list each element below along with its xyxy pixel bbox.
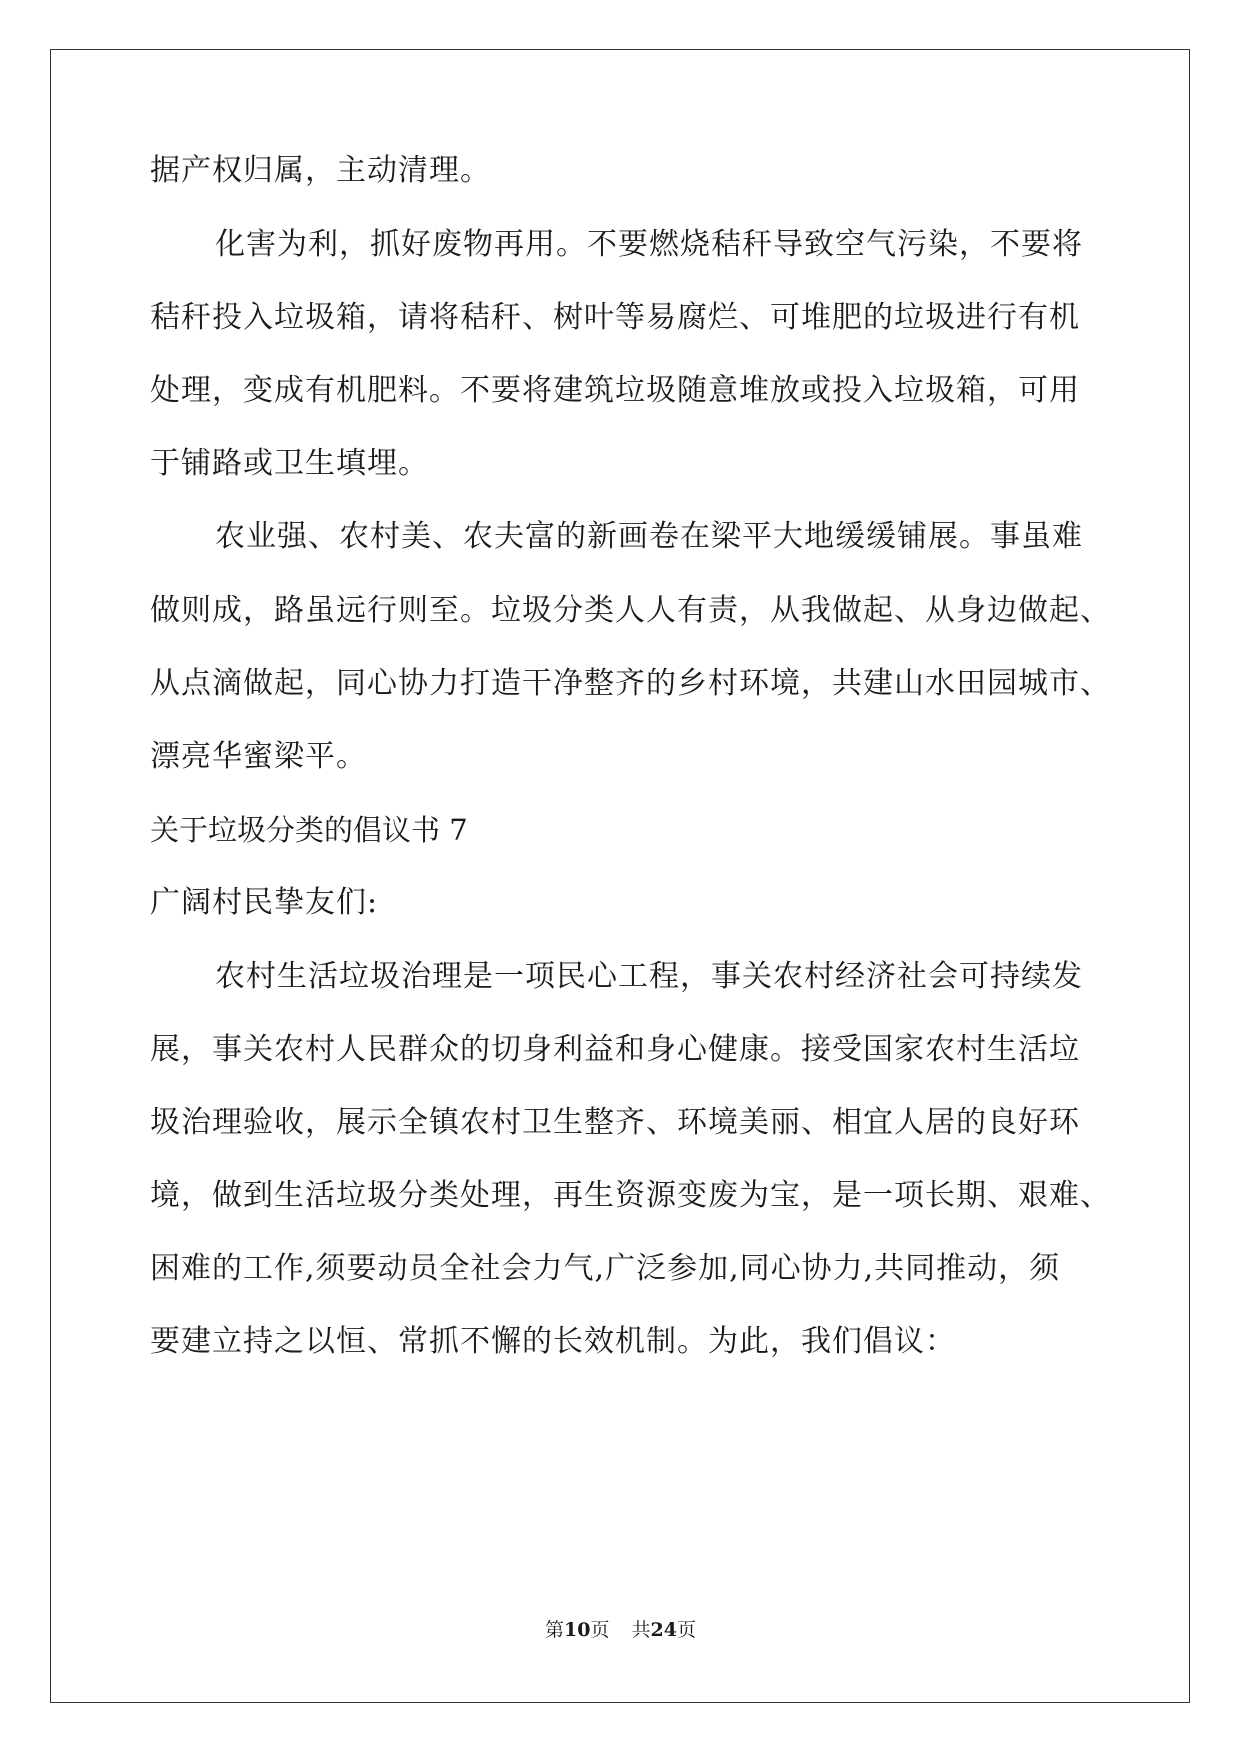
paragraph-line: 据产权归属，主动清理。 — [150, 153, 491, 188]
paragraph-line: 做则成，路虽远行则至。垃圾分类人人有责，从我做起、从身边做起、 — [150, 593, 1111, 628]
section-heading: 关于垃圾分类的倡议书 7 — [150, 813, 468, 847]
current-page-number: 10 — [564, 1619, 591, 1641]
paragraph-line: 境，做到生活垃圾分类处理，再生资源变废为宝，是一项长期、艰难、 — [150, 1178, 1111, 1213]
paragraph-line: 农业强、农村美、农夫富的新画卷在梁平大地缓缓铺展。事虽难 — [215, 519, 1083, 554]
paragraph-line: 于铺路或卫生填埋。 — [150, 446, 429, 481]
paragraph-line: 秸秆投入垃圾箱，请将秸秆、树叶等易腐烂、可堆肥的垃圾进行有机 — [150, 300, 1080, 335]
paragraph-line: 化害为利，抓好废物再用。不要燃烧秸秆导致空气污染，不要将 — [215, 227, 1083, 262]
total-suffix: 页 — [676, 1619, 696, 1641]
paragraph-line: 漂亮华蜜梁平。 — [150, 739, 367, 774]
total-page-number: 24 — [650, 1619, 677, 1641]
salutation: 广阔村民挚友们: — [150, 885, 379, 920]
paragraph-line: 处理，变成有机肥料。不要将建筑垃圾随意堆放或投入垃圾箱，可用 — [150, 373, 1080, 408]
total-prefix: 共 — [631, 1619, 651, 1641]
page-suffix: 页 — [590, 1619, 610, 1641]
paragraph-line: 圾治理验收，展示全镇农村卫生整齐、环境美丽、相宜人居的良好环 — [150, 1105, 1080, 1140]
paragraph-line: 展，事关农村人民群众的切身利益和身心健康。接受国家农村生活垃 — [150, 1032, 1080, 1067]
page-prefix: 第 — [545, 1619, 565, 1641]
paragraph-line: 农村生活垃圾治理是一项民心工程，事关农村经济社会可持续发 — [215, 959, 1083, 994]
paragraph-line: 困难的工作,须要动员全社会力气,广泛参加,同心协力,共同推动，须 — [150, 1251, 1061, 1286]
page-footer — [0, 1618, 1241, 1642]
paragraph-line: 从点滴做起，同心协力打造干净整齐的乡村环境，共建山水田园城市、 — [150, 666, 1111, 701]
paragraph-line: 要建立持之以恒、常抓不懈的长效机制。为此，我们倡议： — [150, 1324, 956, 1359]
